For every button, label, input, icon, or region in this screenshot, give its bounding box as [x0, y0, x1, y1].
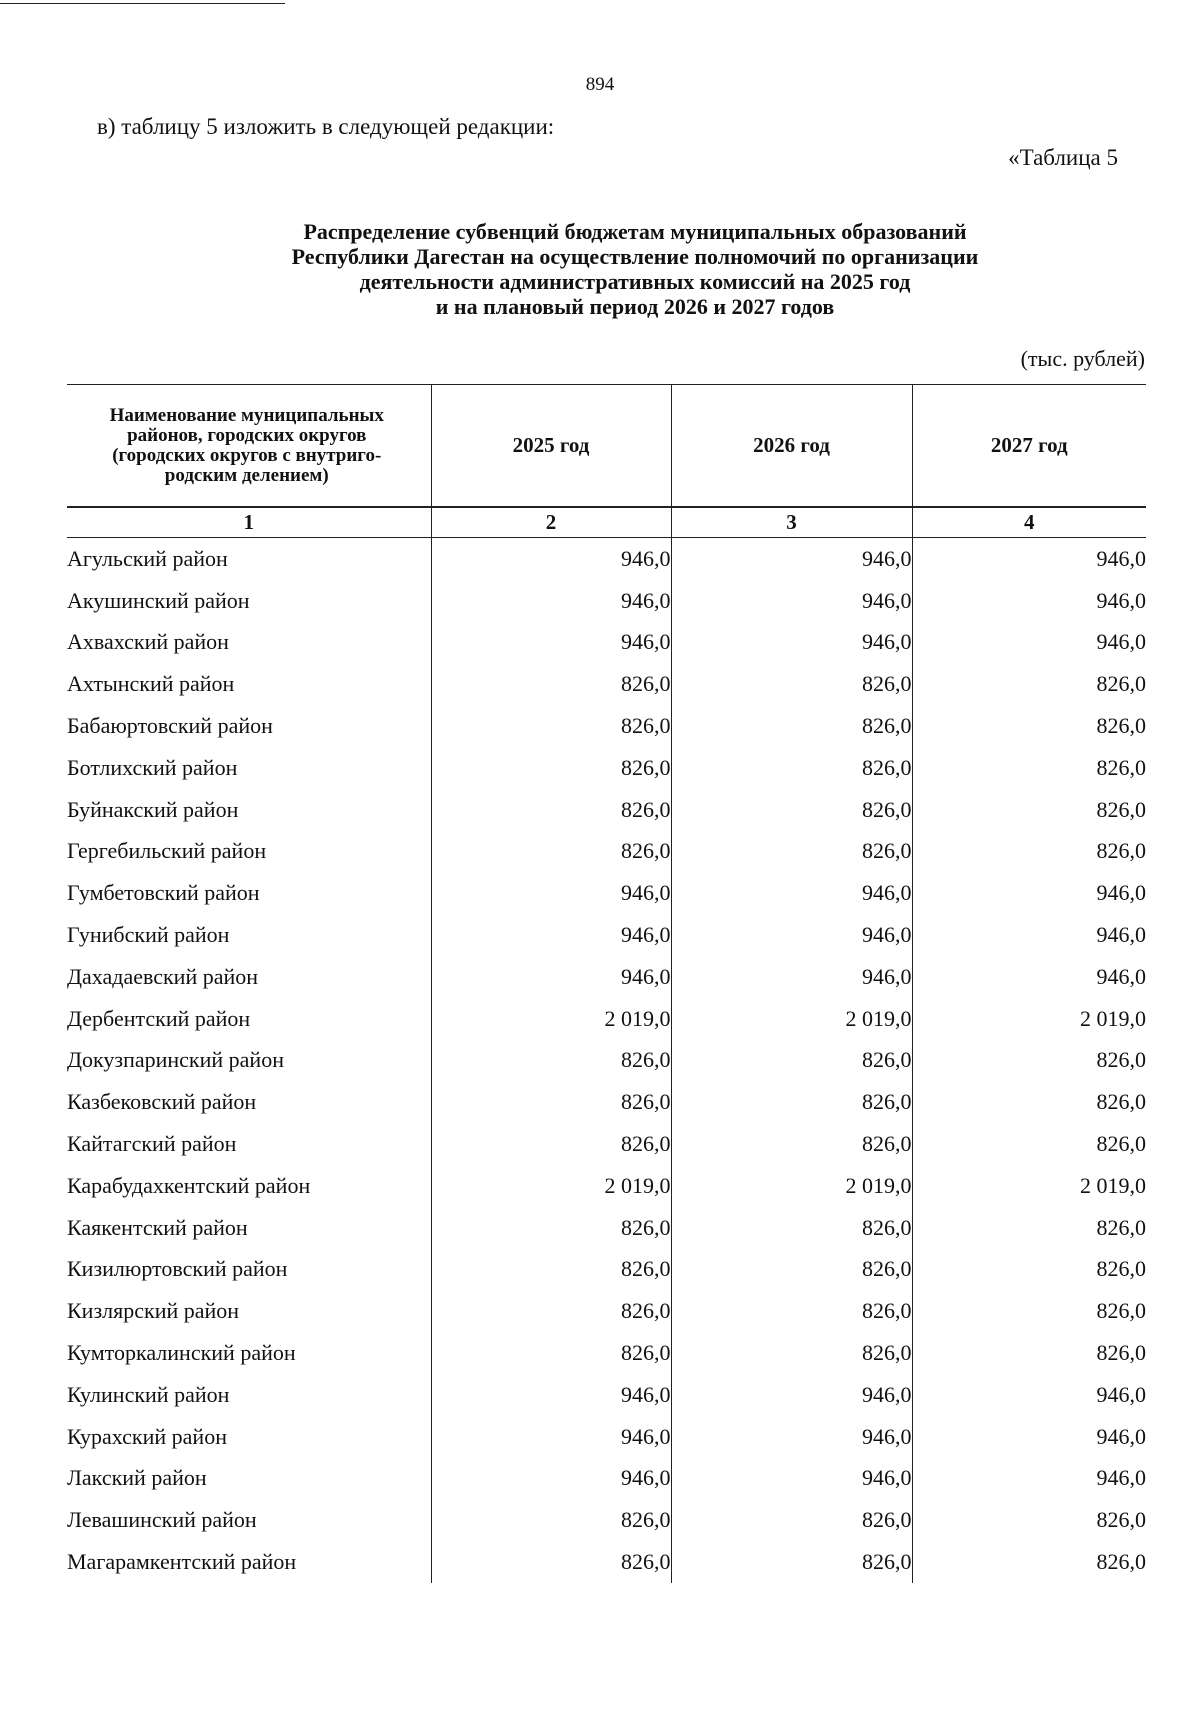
- district-name: Ахтынский район: [67, 671, 235, 697]
- value-2025: 946,0: [431, 956, 671, 998]
- table-row: [67, 663, 1146, 705]
- table-row: [67, 580, 1146, 622]
- table-row: [67, 1499, 1146, 1541]
- value-2026: 826,0: [671, 663, 912, 705]
- value-2026: 826,0: [671, 1207, 912, 1249]
- district-name: Кайтагский район: [67, 1131, 237, 1157]
- value-2027: 826,0: [912, 1499, 1146, 1541]
- district-name: Лакский район: [67, 1465, 207, 1491]
- table-row: [67, 1081, 1146, 1123]
- district-name: Кумторкалинский район: [67, 1340, 296, 1366]
- value-2025: 946,0: [431, 538, 671, 580]
- district-name: Ботлихский район: [67, 754, 238, 780]
- district-name: Гергебильский район: [67, 838, 267, 864]
- table-row: [67, 1040, 1146, 1082]
- value-2027: 946,0: [912, 872, 1146, 914]
- table-row: [67, 1458, 1146, 1500]
- top-rule: [0, 3, 285, 4]
- district-name: Дербентский район: [67, 1005, 251, 1031]
- table-row: [67, 872, 1146, 914]
- units-label: (тыс. рублей): [1020, 346, 1145, 371]
- header-name-line: Наименование муниципальных: [109, 404, 384, 426]
- value-2026: 826,0: [671, 831, 912, 873]
- value-2025: 826,0: [431, 831, 671, 873]
- title-line: деятельности административных комиссий на 2025 год: [359, 269, 911, 294]
- district-name: Карабудахкентский район: [67, 1172, 311, 1198]
- value-2027: 826,0: [912, 747, 1146, 789]
- district-name: Кизлярский район: [67, 1298, 240, 1324]
- table-row: [67, 956, 1146, 998]
- district-name: Акушинский район: [67, 587, 250, 613]
- value-2027: 826,0: [912, 1541, 1146, 1583]
- value-2025: 826,0: [431, 1123, 671, 1165]
- district-name: Каякентский район: [67, 1214, 248, 1240]
- district-name: Гунибский район: [67, 922, 230, 948]
- value-2026: 826,0: [671, 1040, 912, 1082]
- table-row: [67, 1249, 1146, 1291]
- header-2026: 2026 год: [671, 385, 912, 508]
- district-name: Бабаюртовский район: [67, 713, 273, 739]
- value-2027: 946,0: [912, 914, 1146, 956]
- value-2027: 946,0: [912, 1458, 1146, 1500]
- value-2027: 826,0: [912, 831, 1146, 873]
- value-2026: 2 019,0: [671, 1165, 912, 1207]
- value-2026: 826,0: [671, 1081, 912, 1123]
- header-name-line: районов, городских округов: [127, 424, 367, 446]
- table-label: «Таблица 5: [1008, 145, 1118, 170]
- intro-text: в) таблицу 5 изложить в следующей редакции:: [97, 114, 555, 139]
- table-row: [67, 747, 1146, 789]
- value-2026: 826,0: [671, 1290, 912, 1332]
- value-2026: 946,0: [671, 1374, 912, 1416]
- value-2027: 946,0: [912, 622, 1146, 664]
- district-name: Кулинский район: [67, 1381, 230, 1407]
- header-2025: 2025 год: [431, 385, 671, 508]
- value-2027: 946,0: [912, 538, 1146, 580]
- value-2027: 2 019,0: [912, 1165, 1146, 1207]
- header-name-line: (городских округов с внутриго-: [112, 444, 382, 466]
- table-row: [67, 1207, 1146, 1249]
- value-2025: 826,0: [431, 747, 671, 789]
- table-header-row: [67, 385, 1146, 508]
- value-2026: 946,0: [671, 956, 912, 998]
- value-2025: 946,0: [431, 1416, 671, 1458]
- value-2027: 946,0: [912, 956, 1146, 998]
- table-row: [67, 831, 1146, 873]
- table-row: [67, 705, 1146, 747]
- value-2027: 826,0: [912, 705, 1146, 747]
- value-2025: 946,0: [431, 914, 671, 956]
- table-row: [67, 789, 1146, 831]
- column-number: 2: [431, 507, 671, 538]
- district-name: Кизилюртовский район: [67, 1256, 288, 1282]
- district-name: Дахадаевский район: [67, 963, 259, 989]
- table-title: [200, 219, 1070, 319]
- table-row: [67, 1541, 1146, 1583]
- title-line: Республики Дагестан на осуществление полномочий по организации: [291, 244, 979, 269]
- district-name: Буйнакский район: [67, 796, 239, 822]
- district-name: Ахвахский район: [67, 629, 229, 655]
- value-2025: 946,0: [431, 580, 671, 622]
- table-body: [67, 538, 1146, 1583]
- column-number: 4: [912, 507, 1146, 538]
- district-name: Казбековский район: [67, 1089, 257, 1115]
- value-2025: 946,0: [431, 1458, 671, 1500]
- value-2025: 826,0: [431, 1249, 671, 1291]
- value-2026: 946,0: [671, 1458, 912, 1500]
- value-2025: 826,0: [431, 1040, 671, 1082]
- value-2027: 826,0: [912, 1249, 1146, 1291]
- district-name: Агульский район: [67, 545, 228, 571]
- column-number: 3: [671, 507, 912, 538]
- value-2027: 826,0: [912, 1081, 1146, 1123]
- district-name: Левашинский район: [67, 1507, 257, 1533]
- value-2025: 946,0: [431, 622, 671, 664]
- value-2025: 2 019,0: [431, 1165, 671, 1207]
- value-2025: 826,0: [431, 663, 671, 705]
- value-2026: 946,0: [671, 538, 912, 580]
- column-number-row: [67, 507, 1146, 538]
- header-name: [67, 385, 431, 508]
- value-2026: 826,0: [671, 1499, 912, 1541]
- value-2025: 826,0: [431, 1332, 671, 1374]
- value-2027: 826,0: [912, 1040, 1146, 1082]
- table-row: [67, 1332, 1146, 1374]
- table-row: [67, 1290, 1146, 1332]
- value-2027: 826,0: [912, 789, 1146, 831]
- value-2026: 826,0: [671, 1332, 912, 1374]
- table-row: [67, 538, 1146, 580]
- district-name: Магарамкентский район: [67, 1549, 297, 1575]
- table-row: [67, 1416, 1146, 1458]
- value-2027: 826,0: [912, 663, 1146, 705]
- value-2026: 826,0: [671, 1249, 912, 1291]
- value-2025: 826,0: [431, 1207, 671, 1249]
- header-name-line: родским делением): [164, 464, 329, 486]
- value-2027: 2 019,0: [912, 998, 1146, 1040]
- value-2026: 826,0: [671, 789, 912, 831]
- value-2026: 946,0: [671, 580, 912, 622]
- header-2027: 2027 год: [912, 385, 1146, 508]
- value-2026: 946,0: [671, 1416, 912, 1458]
- value-2025: 826,0: [431, 1499, 671, 1541]
- district-name: Курахский район: [67, 1423, 227, 1449]
- title-line: Распределение субвенций бюджетам муниципальных образований: [303, 219, 967, 244]
- district-name: Докузпаринский район: [67, 1047, 284, 1073]
- value-2025: 946,0: [431, 1374, 671, 1416]
- title-line: и на плановый период 2026 и 2027 годов: [435, 294, 835, 319]
- value-2025: 826,0: [431, 705, 671, 747]
- value-2026: 946,0: [671, 914, 912, 956]
- value-2027: 826,0: [912, 1332, 1146, 1374]
- value-2027: 826,0: [912, 1123, 1146, 1165]
- table-row: [67, 998, 1146, 1040]
- value-2027: 826,0: [912, 1290, 1146, 1332]
- page-number: 894: [585, 74, 615, 95]
- table-row: [67, 1123, 1146, 1165]
- value-2026: 826,0: [671, 1541, 912, 1583]
- value-2026: 946,0: [671, 622, 912, 664]
- value-2025: 826,0: [431, 1541, 671, 1583]
- value-2025: 826,0: [431, 1290, 671, 1332]
- value-2025: 946,0: [431, 872, 671, 914]
- value-2025: 826,0: [431, 1081, 671, 1123]
- table-row: [67, 914, 1146, 956]
- value-2026: 2 019,0: [671, 998, 912, 1040]
- value-2026: 946,0: [671, 872, 912, 914]
- value-2027: 946,0: [912, 1416, 1146, 1458]
- value-2025: 826,0: [431, 789, 671, 831]
- value-2026: 826,0: [671, 747, 912, 789]
- value-2026: 826,0: [671, 1123, 912, 1165]
- table-row: [67, 622, 1146, 664]
- value-2025: 2 019,0: [431, 998, 671, 1040]
- district-name: Гумбетовский район: [67, 880, 260, 906]
- table-row: [67, 1374, 1146, 1416]
- value-2026: 826,0: [671, 705, 912, 747]
- table-row: [67, 1165, 1146, 1207]
- value-2027: 826,0: [912, 1207, 1146, 1249]
- subvention-table: [67, 384, 1146, 1583]
- column-number: 1: [67, 507, 431, 538]
- value-2027: 946,0: [912, 1374, 1146, 1416]
- value-2027: 946,0: [912, 580, 1146, 622]
